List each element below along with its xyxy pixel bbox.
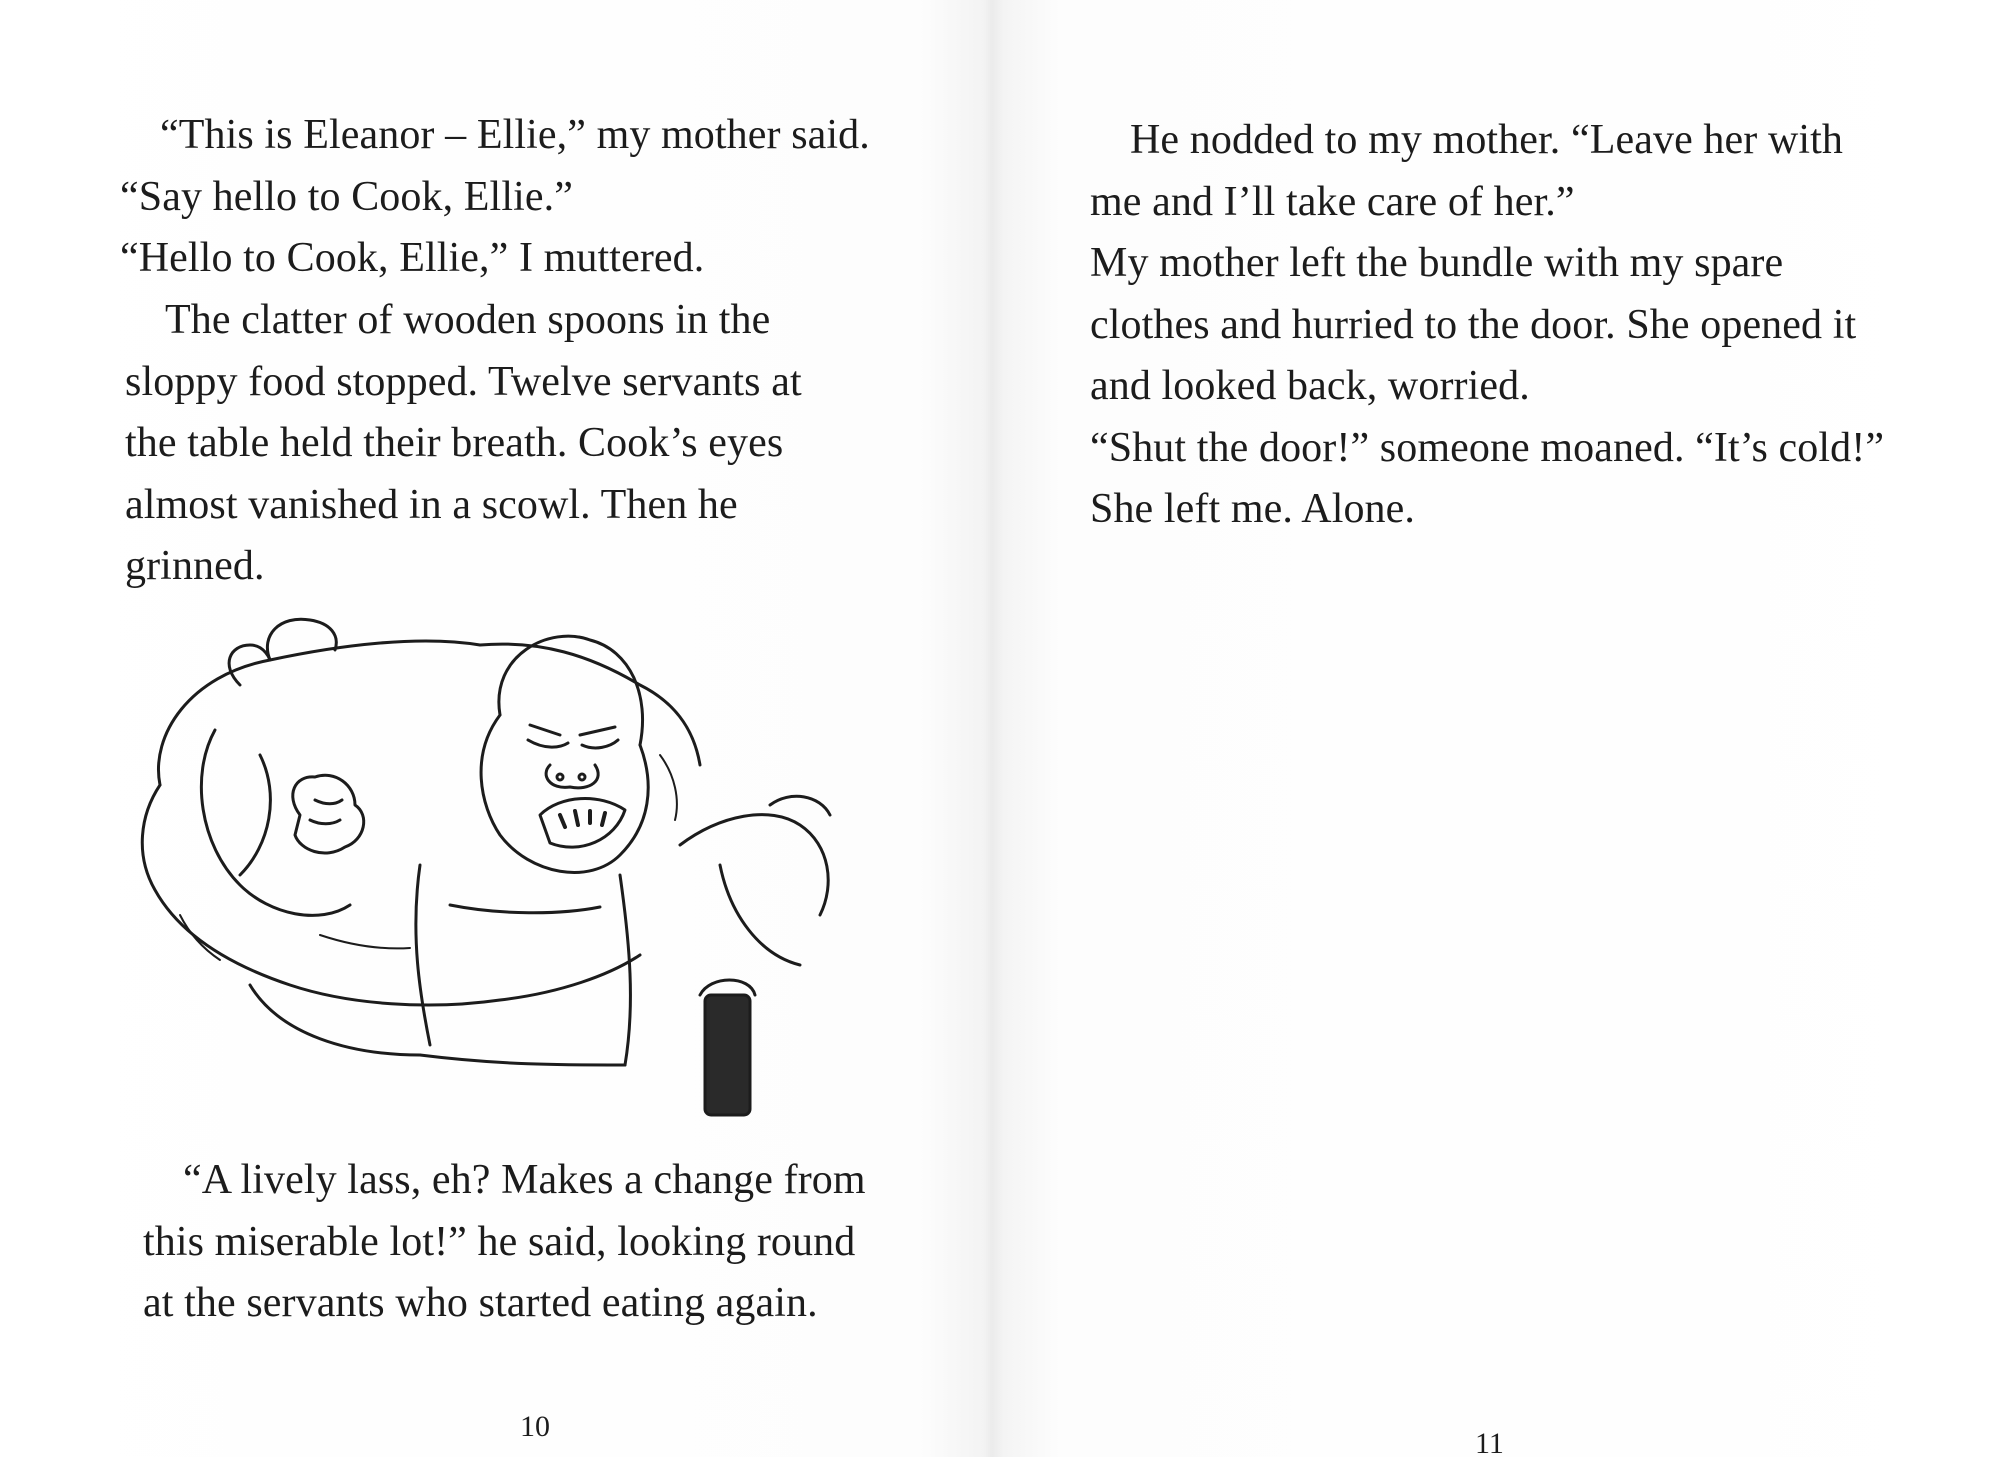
left-bottom-paragraph: “A lively lass, eh? Makes a change from this miserable lot!” he said, looking round at the servants who started eating again. bbox=[143, 1157, 866, 1326]
left-page bbox=[0, 0, 990, 1457]
page-number-left: 10 bbox=[520, 1410, 550, 1443]
grinning-cook-illustration-icon bbox=[120, 615, 860, 1135]
right-paragraphs: He nodded to my mother. “Leave her with me and I’ll take care of her.” My mother left the bundle with my spare clothes and hurried to the door. She opened it and looked back, worried. “Shut the door!” someone moaned. “It’s cold!” She left me. Alone. bbox=[1090, 117, 1885, 532]
left-paragraph-2: The clatter of wooden spoons in the sloppy food stopped. Twelve servants at the table held their breath. Cook’s eyes almost vanished in a scowl. Then he grinned. bbox=[125, 297, 802, 589]
page-number-right: 11 bbox=[1475, 1427, 1504, 1460]
right-page bbox=[990, 0, 2000, 1460]
left-paragraph-1: “This is Eleanor – Ellie,” my mother said. “Say hello to Cook, Ellie.” “Hello to Cook, Ellie,” I muttered. bbox=[120, 112, 870, 281]
